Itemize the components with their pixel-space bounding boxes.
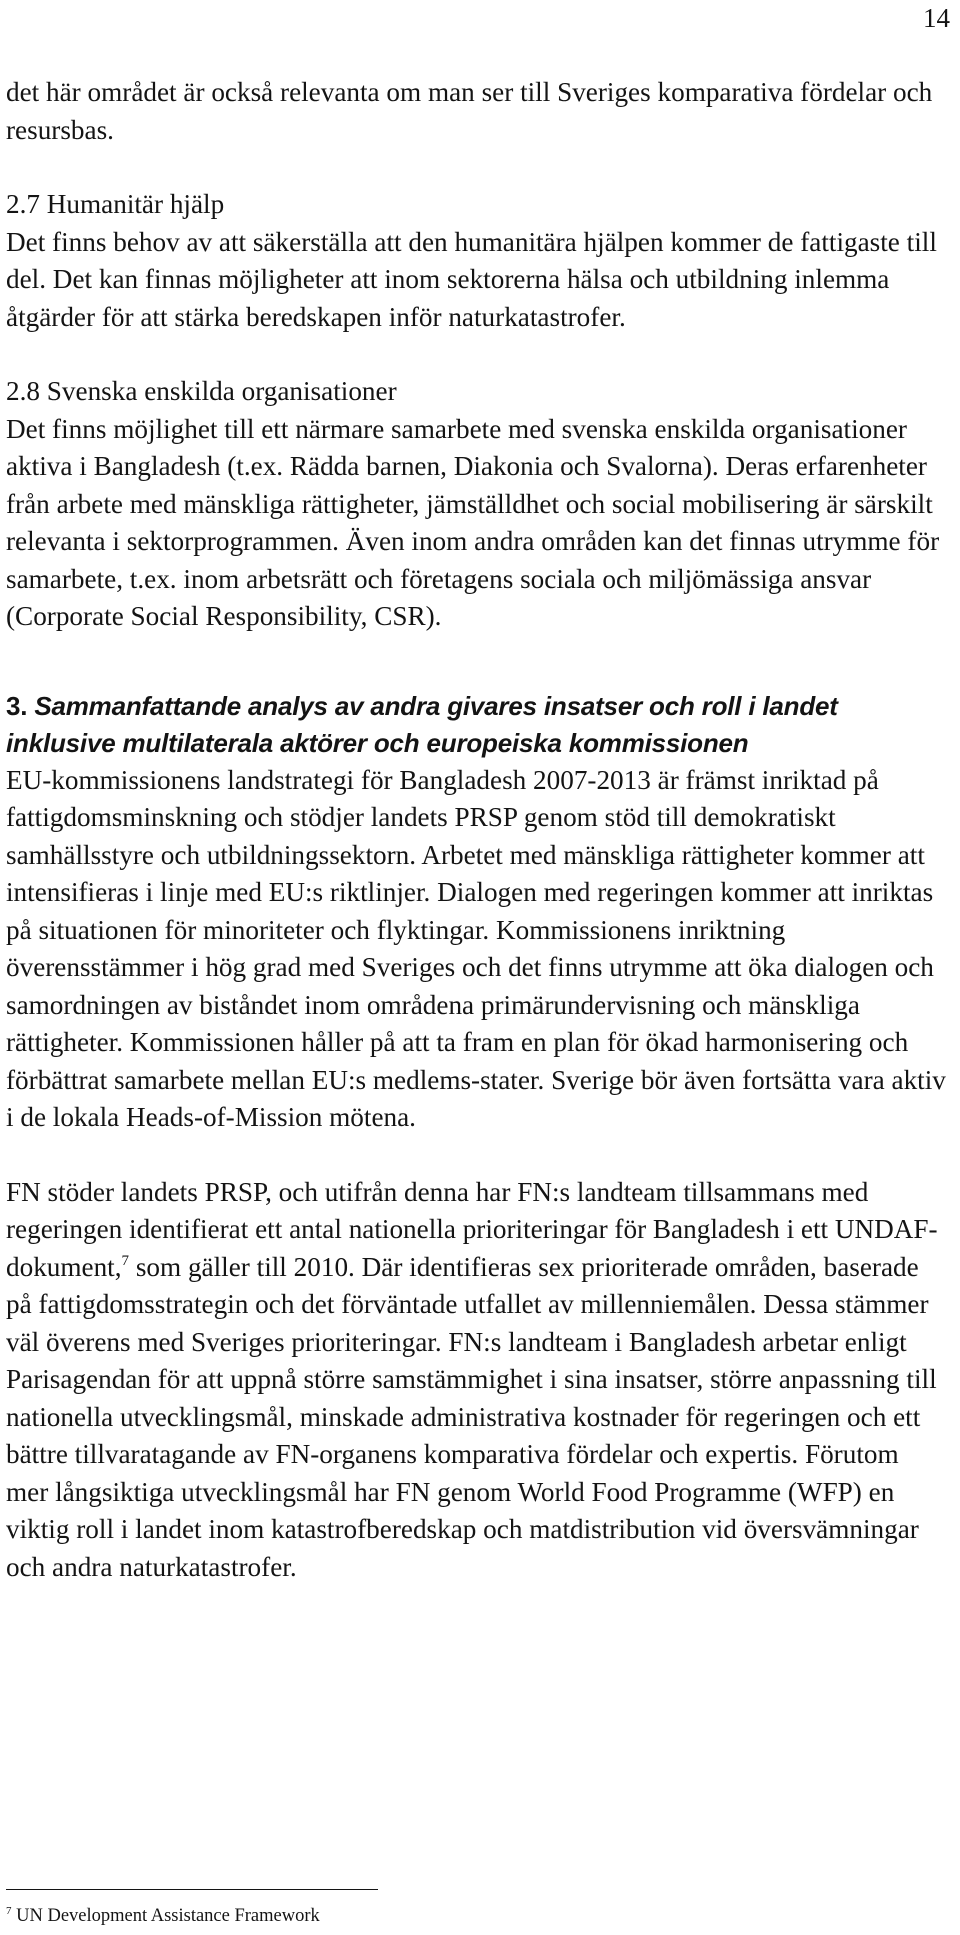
section-2-7-heading: 2.7 Humanitär hjälp bbox=[6, 189, 225, 219]
section-2-7 bbox=[6, 186, 946, 336]
section-2-7-body: Det finns behov av att säkerställa att den humanitära hjälpen kommer de fattigaste till del. Det kan finnas möjligheter att inom sektorerna hälsa och utbildning inlemma åtgärder för att stärka beredskapen inför naturkatastrofer. bbox=[6, 226, 937, 332]
un-paragraph-text-start: FN stöder landets PRSP, och utifrån denna har FN:s landteam tillsammans med regeringen identifierat ett antal nationella prioriteringar för Bangladesh i ett UNDAF-dokument, bbox=[6, 1176, 938, 1282]
footnote-text: UN Development Assistance Framework bbox=[11, 1906, 320, 1926]
section-2-8-heading: 2.8 Svenska enskilda organisationer bbox=[6, 376, 397, 406]
footnote-marker: 7 bbox=[6, 1905, 12, 1917]
section-3-heading-line2: inklusive multilaterala aktörer och europeiska kommissionen bbox=[6, 727, 749, 758]
section-3-heading-line1: Sammanfattande analys av andra givares insatser och roll i landet bbox=[34, 690, 838, 721]
section-3-heading bbox=[6, 688, 946, 762]
body-text bbox=[6, 74, 946, 1586]
un-paragraph bbox=[6, 1174, 946, 1587]
eu-commission-paragraph: EU-kommissionens landstrategi för Bangladesh 2007-2013 är främst inriktad på fattigdomsminskning och stödjer landets PRSP genom stöd till demokratiskt samhällsstyre och utbildningssektorn. Arbetet med mänskliga rättigheter kommer att intensifieras i linje med EU:s riktlinjer. Dialogen med regeringen kommer att inriktas på situationen för minoriteter och flyktingar. Kommissionens inriktning överensstämmer i hög grad med Sveriges och det finns utrymme att öka dialogen och samordningen av biståndet inom områdena primärundervisning och mänskliga rättigheter. Kommissionen håller på att ta fram en plan för ökad harmonisering och förbättrat samarbete mellan EU:s medlems-stater. Sverige bör även fortsätta vara aktiv i de lokala Heads-of-Mission mötena. bbox=[6, 764, 946, 1132]
intro-paragraph: det här området är också relevanta om man ser till Sveriges komparativa fördelar och resursbas. bbox=[6, 77, 933, 145]
footnote-reference[interactable]: 7 bbox=[121, 1252, 130, 1269]
section-3 bbox=[6, 688, 946, 1587]
footnote bbox=[6, 1904, 320, 1928]
footnote-divider bbox=[6, 1889, 378, 1890]
section-2-8-body: Det finns möjlighet till ett närmare samarbete med svenska enskilda organisationer aktiva i Bangladesh (t.ex. Rädda barnen, Diakonia och Svalorna). Deras erfarenheter från arbete med mänskliga rättigheter, jämställdhet och social mobilisering är särskilt relevanta i sektorprogrammen. Även inom andra områden kan det finnas utrymme för samarbete, t.ex. inom arbetsrätt och företagens sociala och miljömässiga ansvar (Corporate Social Responsibility, CSR). bbox=[6, 413, 940, 631]
section-2-8 bbox=[6, 373, 946, 636]
un-paragraph-text-end: som gäller till 2010. Där identifieras sex prioriterade områden, baserade på fattigdomsstrategin och det förväntade utfallet av millenniemålen. Dessa stämmer väl överens med Sveriges prioriteringar. FN:s landteam i Bangladesh arbetar enligt Parisagendan för att uppnå större samstämmighet i sina insatser, större anpassning till nationella utvecklingsmål, minskade administrativa kostnader för regeringen och ett bättre tillvaratagande av FN-organens komparativa fördelar och expertis. Förutom mer långsiktiga utvecklingsmål har FN genom World Food Programme (WFP) en viktig roll i landet inom katastrofberedskap och matdistribution vid översvämningar och andra naturkatastrofer. bbox=[6, 1251, 937, 1582]
section-3-number: 3. bbox=[6, 690, 28, 721]
page-number: 14 bbox=[923, 3, 950, 33]
